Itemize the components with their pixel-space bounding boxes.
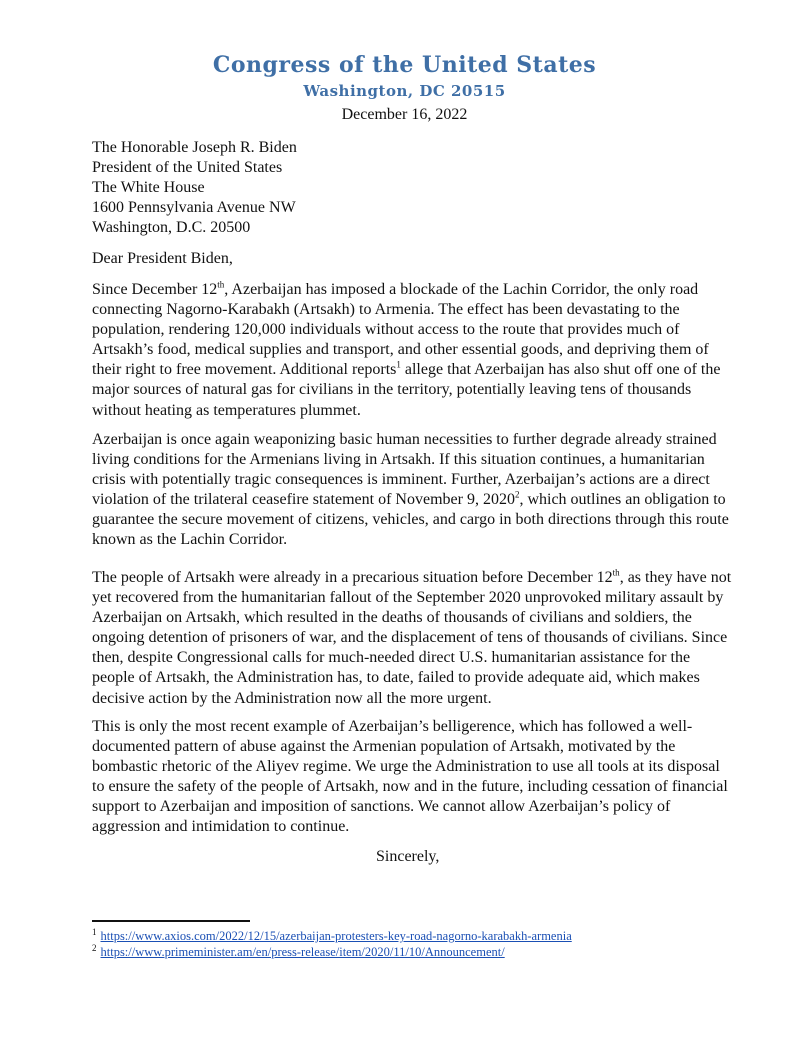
footnote-link-2[interactable]: https://www.primeminister.am/en/press-release/item/2020/11/10/Announcement/ — [100, 945, 505, 959]
address-line: Washington, D.C. 20500 — [92, 219, 251, 236]
body-paragraph-2 — [92, 430, 732, 551]
footnote-ref-2: 2 — [514, 489, 520, 500]
salutation: Dear President Biden, — [92, 250, 233, 267]
recipient-address — [92, 138, 297, 238]
footnote-1 — [92, 926, 572, 944]
letter-date: December 16, 2022 — [341, 106, 468, 123]
footnote-number: 2 — [92, 942, 97, 953]
letterhead-title: Congress of the United States — [212, 52, 597, 78]
address-line: President of the United States — [92, 159, 283, 176]
ordinal-superscript: th — [217, 279, 225, 290]
text-run: allege that Azerbaijan has also shut off one of the major sources of natural gas for civilians in the territory, potentially leaving tens of thousands without heating as temperatures plummet. — [92, 361, 721, 419]
text-run: Azerbaijan is once again weaponizing basic human necessities to further degrade already strained living conditions for the Armenians living in Artsakh. If this situation continues, a humanitarian crisis with potentially tragic consequences is imminent. Further, Azerbaijan’s actions are a direct violation of the trilateral ceasefire statement of November 9, 2020 — [92, 431, 717, 509]
footnote-2 — [92, 942, 505, 960]
address-line: 1600 Pennsylvania Avenue NW — [92, 199, 296, 216]
text-run: Since December 12 — [92, 281, 218, 298]
text-run: , as they have not yet recovered from the humanitarian fallout of the September 2020 unprovoked military assault by Azerbaijan on Artsakh, which resulted in the deaths of thousands of civilians and soldiers, the ongoing detention of prisoners of war, and the displacement of tens of thousands of civilians. Since then, despite Congressional calls for much-needed direct U.S. humanitarian assistance for the people of Artsakh, the Administration has, to date, failed to provide adequate aid, which makes decisive action by the Administration now all the more urgent. — [92, 569, 732, 707]
text-run: This is only the most recent example of Azerbaijan’s belligerence, which has followed a well-documented pattern of abuse against the Armenian population of Artsakh, motivated by the bombastic rhetoric of the Aliyev regime. We urge the Administration to use all tools at its disposal to ensure the safety of the people of Artsakh, now and in the future, including cessation of financial support to Azerbaijan and imposition of sanctions. We cannot allow Azerbaijan’s policy of aggression and intimidation to continue. — [92, 718, 728, 836]
footnote-number: 1 — [92, 926, 97, 937]
body-paragraph-3 — [92, 568, 732, 709]
address-line: The Honorable Joseph R. Biden — [92, 139, 297, 156]
text-run: , Azerbaijan has imposed a blockade of the Lachin Corridor, the only road connecting Nagorno-Karabakh (Artsakh) to Armenia. The effect has been devastating to the population, rendering 120,000 individuals without access to the route that provides much of Artsakh’s food, medical supplies and transport, and other essential goods, and depriving them of their right to free movement. Additional reports — [92, 281, 709, 379]
closing: Sincerely, — [376, 848, 440, 865]
footnote-ref-1: 1 — [396, 360, 401, 371]
ordinal-superscript: th — [612, 567, 620, 578]
body-paragraph-4 — [92, 717, 732, 838]
letterhead-location: Washington, DC 20515 — [303, 82, 506, 100]
text-run: The people of Artsakh were already in a precarious situation before December 12 — [92, 569, 613, 586]
body-paragraph-1 — [92, 280, 732, 421]
footnote-link-1[interactable]: https://www.axios.com/2022/12/15/azerbaijan-protesters-key-road-nagorno-karabakh-armenia — [100, 929, 572, 943]
address-line: The White House — [92, 179, 205, 196]
text-run: , which outlines an obligation to guarantee the secure movement of citizens, vehicles, and cargo in both directions through this route known as the Lachin Corridor. — [92, 491, 729, 549]
footnote-divider — [92, 920, 250, 922]
